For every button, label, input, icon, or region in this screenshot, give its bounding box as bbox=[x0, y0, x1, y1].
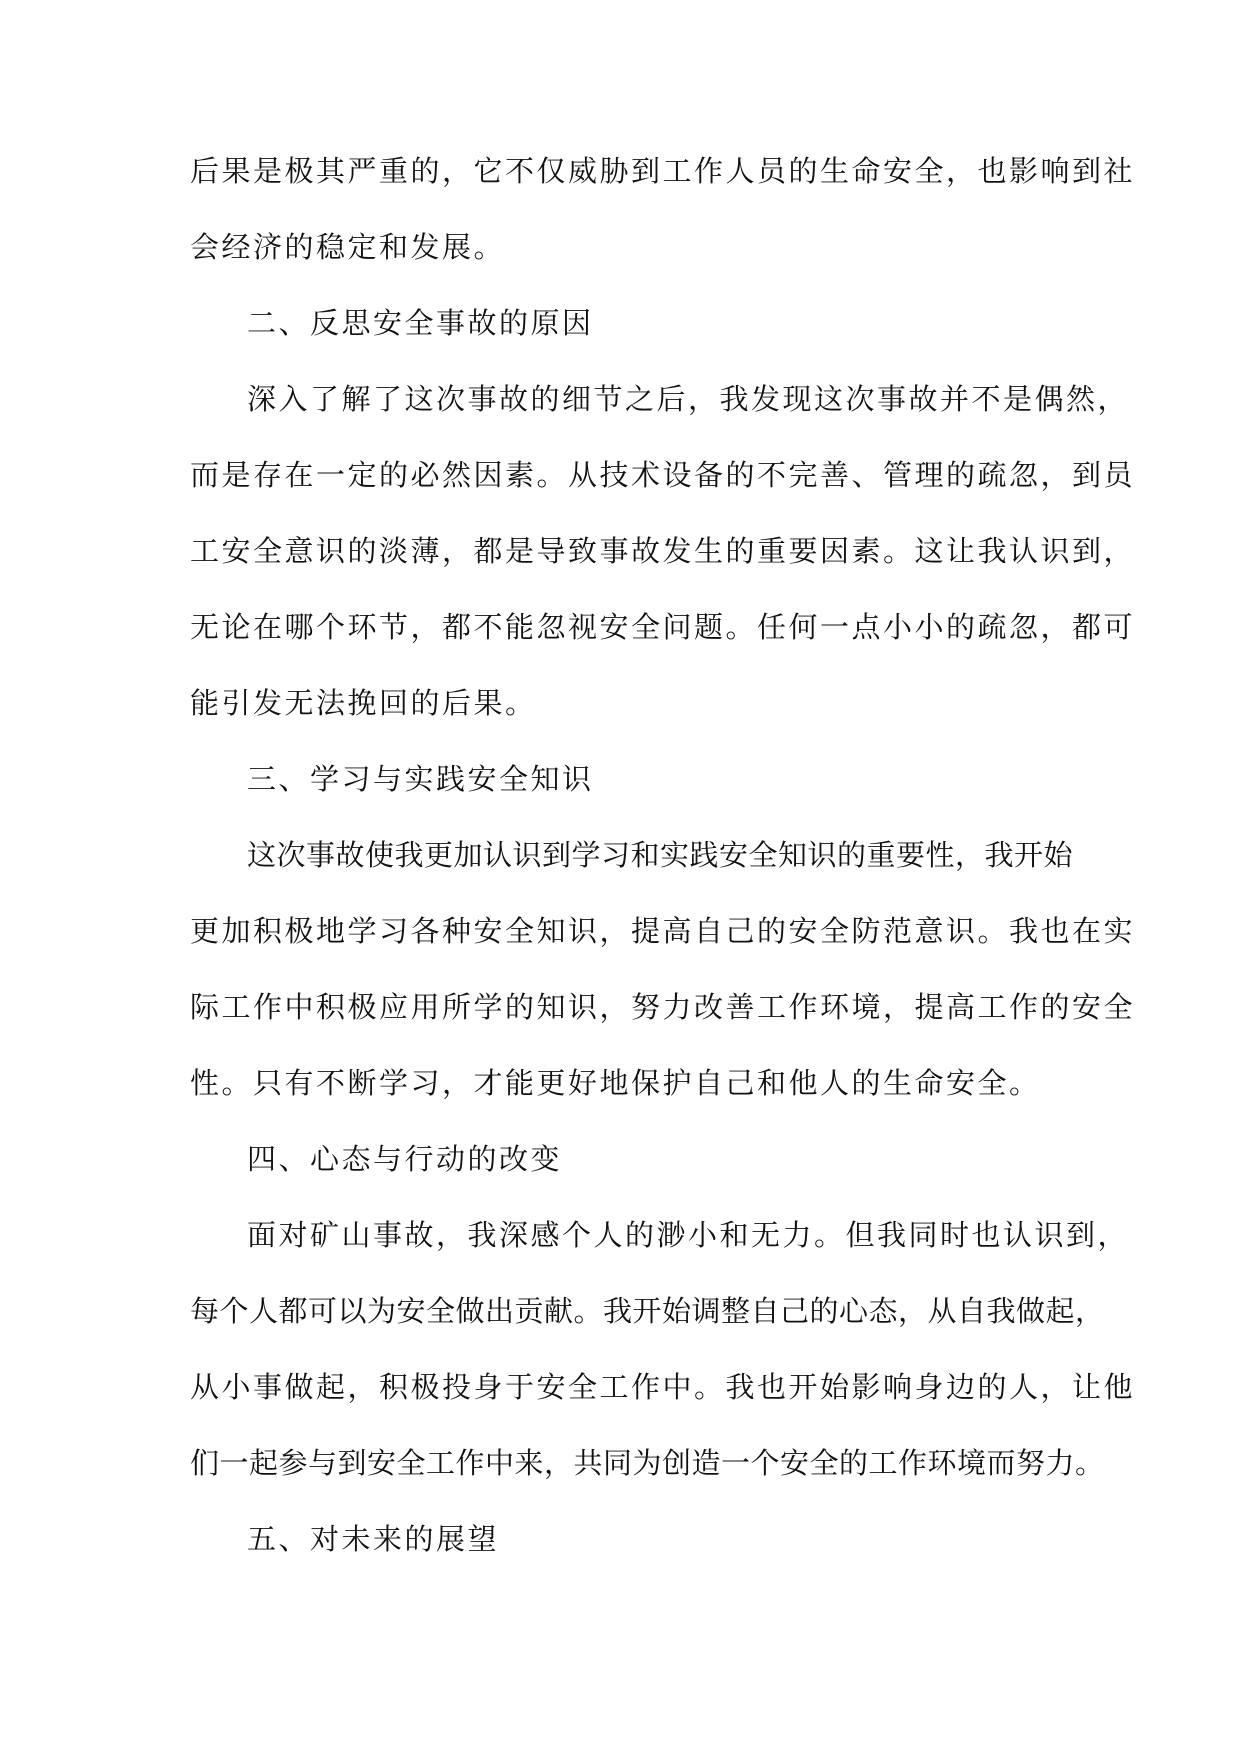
section-heading: 三、学习与实践安全知识 bbox=[247, 762, 594, 796]
section-heading: 四、心态与行动的改变 bbox=[247, 1142, 563, 1176]
body-text-line: 每个人都可以为安全做出贡献。我开始调整自己的心态，从自我做起， bbox=[190, 1294, 1105, 1328]
body-text-line: 际工作中积极应用所学的知识，努力改善工作环境，提高工作的安全 bbox=[190, 990, 1136, 1024]
body-text-line: 能引发无法挽回的后果。 bbox=[190, 686, 537, 720]
body-text-line: 这次事故使我更加认识到学习和实践安全知识的重要性，我开始 bbox=[247, 838, 1074, 872]
section-heading: 五、对未来的展望 bbox=[247, 1522, 500, 1556]
body-text-line: 更加积极地学习各种安全知识，提高自己的安全防范意识。我也在实 bbox=[190, 914, 1136, 948]
body-text-line: 无论在哪个环节，都不能忽视安全问题。任何一点小小的疏忽，都可 bbox=[190, 610, 1136, 644]
section-heading: 二、反思安全事故的原因 bbox=[247, 306, 594, 340]
body-text-line: 从小事做起，积极投身于安全工作中。我也开始影响身边的人，让他 bbox=[190, 1370, 1136, 1404]
body-text-line: 性。只有不断学习，才能更好地保护自己和他人的生命安全。 bbox=[190, 1066, 1041, 1100]
body-text-line: 会经济的稳定和发展。 bbox=[190, 230, 506, 264]
body-text-line: 后果是极其严重的，它不仅威胁到工作人员的生命安全，也影响到社 bbox=[190, 154, 1136, 188]
body-text-line: 而是存在一定的必然因素。从技术设备的不完善、管理的疏忽，到员 bbox=[190, 458, 1136, 492]
body-text-line: 工安全意识的淡薄，都是导致事故发生的重要因素。这让我认识到， bbox=[190, 534, 1136, 568]
body-text-line: 深入了解了这次事故的细节之后，我发现这次事故并不是偶然， bbox=[247, 382, 1130, 416]
body-text-line: 们一起参与到安全工作中来，共同为创造一个安全的工作环境而努力。 bbox=[190, 1446, 1105, 1480]
body-text-line: 面对矿山事故，我深感个人的渺小和无力。但我同时也认识到， bbox=[247, 1218, 1130, 1252]
